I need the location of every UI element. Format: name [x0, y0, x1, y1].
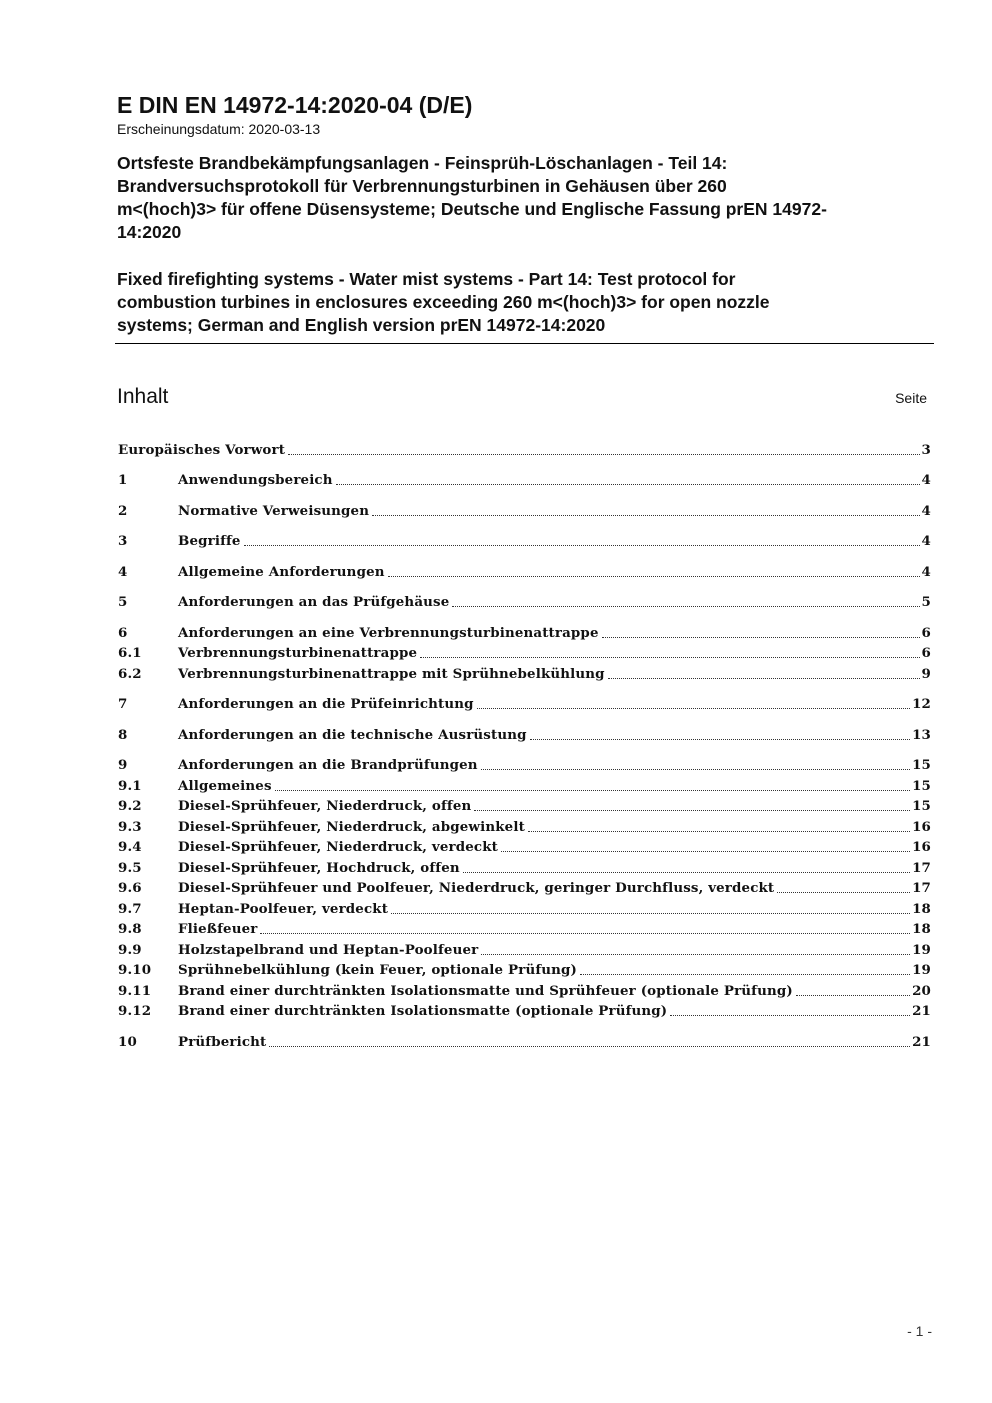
- title-german: [117, 152, 935, 244]
- toc-entry-page: 17: [912, 860, 931, 876]
- toc-entry-number: 9.10: [118, 962, 152, 978]
- toc-entry[interactable]: [118, 755, 931, 775]
- toc-leader-dots: [288, 453, 919, 455]
- toc-entry-label: Anforderungen an die Prüfeinrichtung: [178, 696, 474, 712]
- toc-entry-label: Anforderungen an das Prüfgehäuse: [178, 594, 450, 610]
- toc-entry-number: 10: [118, 1034, 137, 1050]
- toc-entry[interactable]: [118, 981, 931, 1001]
- toc-entry-number: 6.2: [118, 666, 142, 682]
- toc-entry-label: Diesel-Sprühfeuer, Hochdruck, offen: [178, 860, 460, 876]
- toc-entry[interactable]: [118, 562, 931, 582]
- toc-leader-dots: [608, 677, 920, 679]
- toc-entry-number: 2: [118, 503, 128, 519]
- toc-leader-dots: [796, 994, 910, 996]
- toc-entry-number: 9.11: [118, 983, 152, 999]
- toc-entry-label: Anforderungen an eine Verbrennungsturbinenattrappe: [178, 625, 599, 641]
- toc-entry-label: Allgemeine Anforderungen: [178, 564, 385, 580]
- toc-heading-row: [117, 382, 927, 412]
- toc-entry-number: 9.2: [118, 798, 142, 814]
- toc-entry[interactable]: [118, 592, 931, 612]
- toc-entry-number: 3: [118, 533, 128, 549]
- toc-leader-dots: [530, 738, 910, 740]
- toc-entry[interactable]: [118, 940, 931, 960]
- toc-entry-number: 9.5: [118, 860, 142, 876]
- toc-entry-label: Brand einer durchtränkten Isolationsmatte und Sprühfeuer (optionale Prüfung): [178, 983, 793, 999]
- title-german-line: 14:2020: [117, 222, 182, 242]
- toc-leader-dots: [670, 1014, 910, 1016]
- toc-entry-page: 4: [921, 472, 931, 488]
- toc-entry-label: Verbrennungsturbinenattrappe: [178, 645, 418, 661]
- toc-entry-page: 5: [921, 594, 931, 610]
- toc-leader-dots: [602, 636, 920, 638]
- toc-entry-page: 9: [921, 666, 931, 682]
- toc-entry-label: Europäisches Vorwort: [118, 442, 286, 458]
- toc-entry-page: 3: [921, 442, 931, 458]
- toc-entry-page: 15: [912, 798, 931, 814]
- toc-leader-dots: [420, 656, 919, 658]
- toc-entry-page: 19: [912, 942, 931, 958]
- toc-entry-label: Anwendungsbereich: [178, 472, 333, 488]
- toc-entry-label: Sprühnebelkühlung (kein Feuer, optionale Prüfung): [178, 962, 578, 978]
- toc-entry-page: 20: [912, 983, 931, 999]
- toc-entry[interactable]: [118, 470, 931, 490]
- toc-entry-number: 8: [118, 727, 128, 743]
- toc-entry[interactable]: [118, 817, 931, 837]
- toc-entry-page: 18: [912, 901, 931, 917]
- toc-entry-label: Begriffe: [178, 533, 241, 549]
- toc-entry-number: 9.1: [118, 778, 142, 794]
- toc-entry[interactable]: [118, 899, 931, 919]
- toc-entry-page: 4: [921, 564, 931, 580]
- toc-leader-dots: [481, 768, 910, 770]
- toc-entry-label: Anforderungen an die technische Ausrüstung: [178, 727, 527, 743]
- toc-entry[interactable]: [118, 776, 931, 796]
- toc-entry[interactable]: [118, 501, 931, 521]
- toc-leader-dots: [777, 891, 910, 893]
- title-english: [117, 268, 935, 337]
- toc-heading: Inhalt: [117, 385, 169, 408]
- toc-leader-dots: [391, 912, 910, 914]
- toc-leader-dots: [336, 483, 920, 485]
- toc-entry-page: 21: [912, 1034, 931, 1050]
- toc-entry-page: 15: [912, 757, 931, 773]
- title-german-line: m<(hoch)3> für offene Düsensysteme; Deutsche und Englische Fassung prEN 14972-: [117, 199, 827, 219]
- toc-entry-label: Diesel-Sprühfeuer, Niederdruck, abgewinkelt: [178, 819, 525, 835]
- toc-leader-dots: [388, 575, 920, 577]
- toc-entry-page: 21: [912, 1003, 931, 1019]
- toc-leader-dots: [481, 953, 910, 955]
- toc-entry-page: 12: [912, 696, 931, 712]
- toc-entry-label: Verbrennungsturbinenattrappe mit Sprühnebelkühlung: [178, 666, 605, 682]
- toc-entry-page: 17: [912, 880, 931, 896]
- title-english-line: combustion turbines in enclosures exceeding 260 m<(hoch)3> for open nozzle: [117, 292, 770, 312]
- toc-leader-dots: [275, 789, 910, 791]
- toc-entry-number: 9.3: [118, 819, 142, 835]
- toc-leader-dots: [474, 809, 910, 811]
- document-id: E DIN EN 14972-14:2020-04 (D/E): [117, 92, 473, 118]
- toc-entry-label: Prüfbericht: [178, 1034, 267, 1050]
- title-english-line: Fixed firefighting systems - Water mist systems - Part 14: Test protocol for: [117, 269, 736, 289]
- toc-entry-page: 16: [912, 819, 931, 835]
- toc-entry-number: 9.9: [118, 942, 142, 958]
- toc-entry-number: 9.8: [118, 921, 142, 937]
- toc-leader-dots: [372, 514, 919, 516]
- toc-entry-label: Anforderungen an die Brandprüfungen: [178, 757, 478, 773]
- toc-entry-page: 4: [921, 503, 931, 519]
- toc-entry-label: Holzstapelbrand und Heptan-Poolfeuer: [178, 942, 479, 958]
- toc-page-column-label: Seite: [895, 390, 927, 406]
- toc-entry-label: Diesel-Sprühfeuer und Poolfeuer, Niederdruck, geringer Durchfluss, verdeckt: [178, 880, 775, 896]
- publication-date: Erscheinungsdatum: 2020-03-13: [117, 121, 321, 137]
- toc-entry[interactable]: [118, 858, 931, 878]
- toc-entry-number: 1: [118, 472, 128, 488]
- toc-entry[interactable]: [118, 440, 931, 460]
- toc-entry-number: 6: [118, 625, 128, 641]
- toc-entry[interactable]: [118, 531, 931, 551]
- toc-entry[interactable]: [118, 664, 931, 684]
- toc-entry-number: 9.6: [118, 880, 142, 896]
- toc-leader-dots: [452, 605, 919, 607]
- toc-entry-label: Heptan-Poolfeuer, verdeckt: [178, 901, 389, 917]
- toc-entry-page: 4: [921, 533, 931, 549]
- toc-leader-dots: [269, 1045, 910, 1047]
- toc-entry-label: Fließfeuer: [178, 921, 258, 937]
- toc-entry-page: 19: [912, 962, 931, 978]
- toc-leader-dots: [260, 932, 910, 934]
- toc-entry-page: 6: [921, 645, 931, 661]
- toc-entry[interactable]: [118, 623, 931, 643]
- toc-leader-dots: [528, 830, 910, 832]
- toc-entry-number: 7: [118, 696, 128, 712]
- toc-entry[interactable]: [118, 694, 931, 714]
- toc-entry-number: 5: [118, 594, 128, 610]
- toc-leader-dots: [477, 707, 910, 709]
- header-divider: [115, 343, 934, 344]
- toc-entry[interactable]: [118, 1001, 931, 1021]
- toc-leader-dots: [501, 850, 910, 852]
- toc-entry-number: 9: [118, 757, 128, 773]
- toc-entry[interactable]: [118, 919, 931, 939]
- toc-leader-dots: [580, 973, 910, 975]
- toc-entry-label: Brand einer durchtränkten Isolationsmatte (optionale Prüfung): [178, 1003, 668, 1019]
- toc-entry-label: Diesel-Sprühfeuer, Niederdruck, offen: [178, 798, 472, 814]
- toc-entry-label: Diesel-Sprühfeuer, Niederdruck, verdeckt: [178, 839, 498, 855]
- toc-entry-page: 16: [912, 839, 931, 855]
- toc-entry[interactable]: [118, 837, 931, 857]
- toc-leader-dots: [244, 544, 920, 546]
- toc-entry-number: 4: [118, 564, 128, 580]
- toc-entry-label: Normative Verweisungen: [178, 503, 370, 519]
- title-english-line: systems; German and English version prEN 14972-14:2020: [117, 315, 606, 335]
- toc-entry-number: 6.1: [118, 645, 142, 661]
- document-header: [117, 90, 935, 337]
- toc-entry[interactable]: [118, 878, 931, 898]
- toc-entry-page: 13: [912, 727, 931, 743]
- toc-entry-page: 18: [912, 921, 931, 937]
- toc-entry-label: Allgemeines: [178, 778, 272, 794]
- toc-entry-number: 9.12: [118, 1003, 152, 1019]
- toc-entry[interactable]: [118, 643, 931, 663]
- toc-entry[interactable]: [118, 725, 931, 745]
- toc-entry-number: 9.4: [118, 839, 142, 855]
- toc-entry-page: 15: [912, 778, 931, 794]
- title-german-line: Brandversuchsprotokoll für Verbrennungsturbinen in Gehäusen über 260: [117, 176, 727, 196]
- toc-entry[interactable]: [118, 1032, 931, 1052]
- title-german-line: Ortsfeste Brandbekämpfungsanlagen - Feinsprüh-Löschanlagen - Teil 14:: [117, 153, 728, 173]
- toc-entry[interactable]: [118, 960, 931, 980]
- page-number: - 1 -: [907, 1323, 932, 1339]
- toc-entry[interactable]: [118, 796, 931, 816]
- toc-entry-page: 6: [921, 625, 931, 641]
- toc-leader-dots: [463, 871, 910, 873]
- toc-entry-number: 9.7: [118, 901, 142, 917]
